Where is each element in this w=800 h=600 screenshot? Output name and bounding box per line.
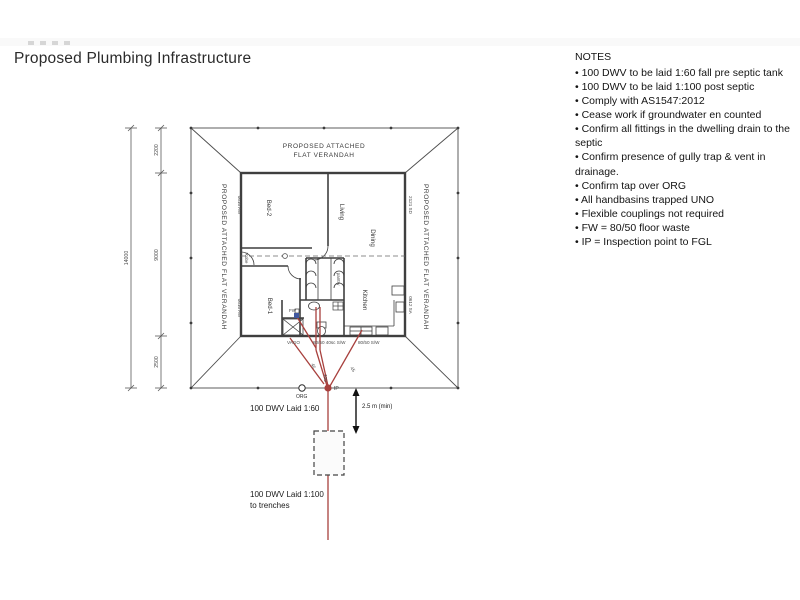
note-item: • Confirm tap over ORG — [575, 179, 687, 192]
wall-tag-right-top: 2121 SD — [408, 196, 413, 214]
pipe-junction-marker — [294, 313, 299, 318]
verandah-label-left: PROPOSED ATTACHED FLAT VERANDAH — [220, 184, 227, 330]
verandah-label-right: PROPOSED ATTACHED FLAT VERANDAH — [422, 184, 429, 330]
dimension-total-label: 14000 — [124, 250, 130, 266]
page-title: Proposed Plumbing Infrastructure — [14, 50, 252, 67]
note-item: • Flexible couplings not required — [575, 207, 725, 220]
room-label-robe: Robe — [244, 252, 249, 264]
pipe-size-label: 100 — [323, 374, 328, 382]
room-label-kitchen: Kitchen — [361, 289, 368, 311]
note-item: • Cease work if groundwater en counted — [575, 109, 762, 122]
ip-label: IP — [334, 386, 339, 392]
min-distance-arrow — [353, 388, 360, 434]
note-item: • All handbasins trapped UNO — [575, 193, 715, 206]
min-distance-label: 2.5 m (min) — [362, 404, 393, 410]
room-label-fw: FW — [289, 308, 297, 313]
dwv-to-trenches-label: to trenches — [250, 501, 290, 510]
dimension-middle-label: 9000 — [154, 249, 160, 261]
ip-point — [324, 384, 331, 391]
pipe-grade-left: 45 — [310, 362, 317, 370]
org-point — [299, 385, 305, 391]
dwv-lay-1-60-label: 100 DWV Laid 1:60 — [250, 404, 320, 413]
notes-heading: NOTES — [575, 51, 612, 63]
pipe-grade-right: 45 — [349, 365, 357, 373]
room-label-pantry: pantry — [336, 272, 341, 286]
note-item: • Confirm presence of gully trap & vent in drainage. — [575, 151, 766, 178]
verandah-label-top-line1: PROPOSED ATTACHED — [282, 143, 366, 150]
note-item: • 100 DWV to be laid 1:60 fall pre septic tank — [575, 67, 783, 80]
room-label-bed2: Bed-2 — [265, 199, 272, 217]
dimension-top-label: 2200 — [154, 144, 160, 156]
room-label-living: Living — [338, 203, 345, 221]
fixture-label-mid: 80/50 40sc S/W — [313, 340, 346, 345]
note-item: • IP = Inspection point to FGL — [575, 235, 712, 248]
note-item: • Comply with AS1547:2012 — [575, 95, 705, 108]
org-label: ORG — [296, 394, 308, 400]
house-outline — [241, 173, 405, 336]
room-label-bed1: Bed-1 — [266, 297, 273, 315]
note-item: • Confirm all fittings in the dwelling drain to the septic — [575, 123, 790, 150]
note-item: • FW = 80/50 floor waste — [575, 221, 690, 234]
dimension-bottom-label: 2500 — [154, 356, 160, 368]
note-item: • 100 DWV to be laid 1:100 post septic — [575, 81, 755, 94]
basin-icon — [309, 302, 320, 310]
verandah-label-top-line2: FLAT VERANDAH — [293, 152, 355, 159]
wall-tag-right-bottom: 0612 SA — [408, 296, 413, 314]
wall-tag-left-top: 0616 AW — [237, 195, 242, 215]
fixture-label-vago: VAGO — [287, 340, 300, 345]
room-label-dining: Dining — [369, 229, 376, 247]
dwv-lay-1-100-label: 100 DWV Laid 1:100 — [250, 490, 324, 499]
fixture-label-right: 80/50 S/W — [358, 340, 380, 345]
wall-tag-left-bottom: 0616 AW — [237, 298, 242, 318]
toilet-icon — [317, 322, 326, 336]
septic-tank-outline — [314, 431, 344, 475]
